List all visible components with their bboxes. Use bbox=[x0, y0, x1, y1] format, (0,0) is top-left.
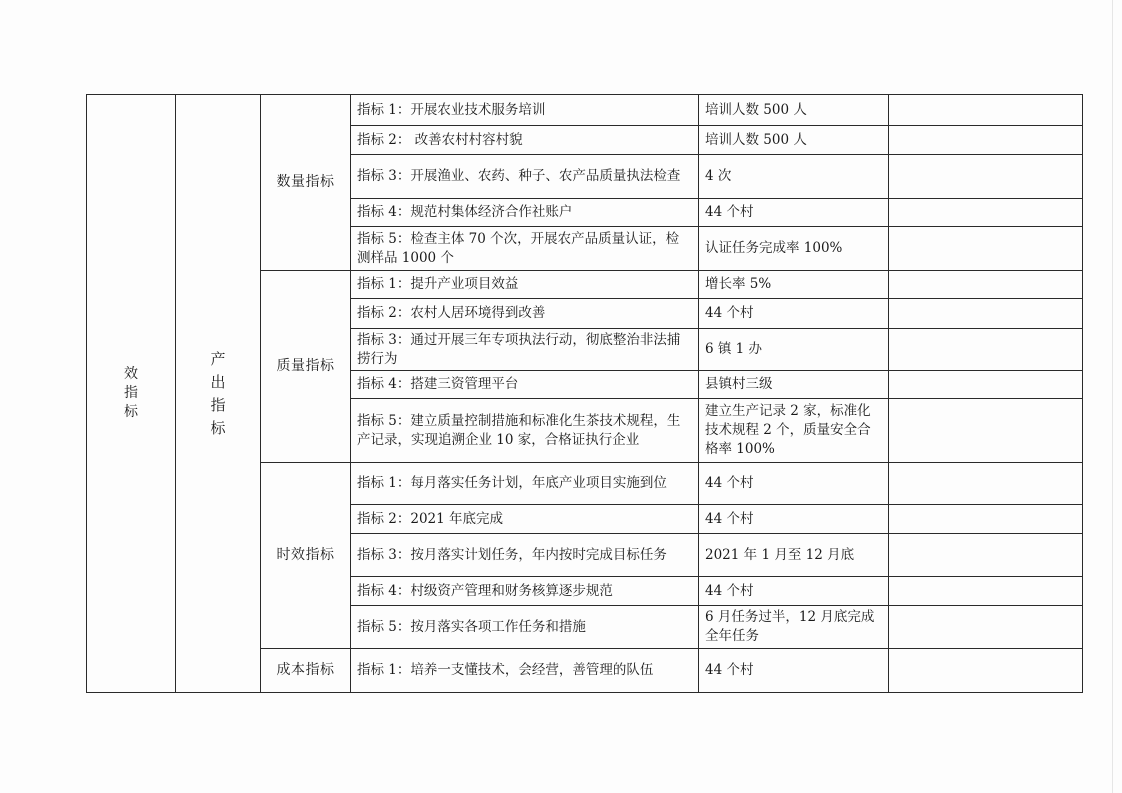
value-cell: 44 个村 bbox=[699, 463, 889, 505]
indicator-cell: 指标 5：检查主体 70 个次，开展农产品质量认证，检测样品 1000 个 bbox=[351, 227, 699, 271]
indicator-cell: 指标 2：2021 年底完成 bbox=[351, 505, 699, 534]
indicator-cell: 指标 5：按月落实各项工作任务和措施 bbox=[351, 606, 699, 649]
group-quality: 质量指标 bbox=[261, 271, 351, 463]
value-cell: 4 次 bbox=[699, 155, 889, 199]
value-cell: 县镇村三级 bbox=[699, 371, 889, 399]
blank-cell bbox=[889, 505, 1083, 534]
blank-cell bbox=[889, 577, 1083, 606]
category-label-effect: 效 指 标 bbox=[124, 366, 138, 420]
blank-cell bbox=[889, 227, 1083, 271]
blank-cell bbox=[889, 329, 1083, 371]
indicator-cell: 指标 3：按月落实计划任务，年内按时完成目标任务 bbox=[351, 534, 699, 577]
blank-cell bbox=[889, 126, 1083, 155]
blank-cell bbox=[889, 95, 1083, 126]
indicator-cell: 指标 1：培养一支懂技术，会经营，善管理的队伍 bbox=[351, 649, 699, 693]
table-row bbox=[87, 95, 1083, 126]
value-cell: 增长率 5% bbox=[699, 271, 889, 299]
category-cell-output bbox=[176, 95, 261, 693]
blank-cell bbox=[889, 463, 1083, 505]
indicator-cell: 指标 2： 改善农村村容村貌 bbox=[351, 126, 699, 155]
blank-cell bbox=[889, 299, 1083, 329]
value-cell: 44 个村 bbox=[699, 505, 889, 534]
indicator-cell: 指标 3：通过开展三年专项执法行动，彻底整治非法捕捞行为 bbox=[351, 329, 699, 371]
value-cell: 培训人数 500 人 bbox=[699, 126, 889, 155]
blank-cell bbox=[889, 271, 1083, 299]
indicator-cell: 指标 4：搭建三资管理平台 bbox=[351, 371, 699, 399]
indicator-cell: 指标 5：建立质量控制措施和标准化生茶技术规程，生产记录，实现追溯企业 10 家，合格证执行企业 bbox=[351, 399, 699, 463]
indicator-cell: 指标 1：提升产业项目效益 bbox=[351, 271, 699, 299]
category-label-output: 产 出 指 标 bbox=[210, 349, 226, 437]
value-cell: 6 月任务过半，12 月底完成全年任务 bbox=[699, 606, 889, 649]
blank-cell bbox=[889, 649, 1083, 693]
indicator-cell: 指标 4：村级资产管理和财务核算逐步规范 bbox=[351, 577, 699, 606]
indicator-cell: 指标 3：开展渔业、农药、种子、农产品质量执法检查 bbox=[351, 155, 699, 199]
blank-cell bbox=[889, 371, 1083, 399]
performance-indicator-table bbox=[86, 94, 1083, 693]
indicator-cell: 指标 1：开展农业技术服务培训 bbox=[351, 95, 699, 126]
value-cell: 培训人数 500 人 bbox=[699, 95, 889, 126]
value-cell: 44 个村 bbox=[699, 577, 889, 606]
blank-cell bbox=[889, 606, 1083, 649]
group-cost: 成本指标 bbox=[261, 649, 351, 693]
value-cell: 44 个村 bbox=[699, 199, 889, 227]
value-cell: 44 个村 bbox=[699, 299, 889, 329]
scan-edge-line bbox=[1112, 0, 1113, 793]
group-timeliness: 时效指标 bbox=[261, 463, 351, 649]
blank-cell bbox=[889, 199, 1083, 227]
group-quantity: 数量指标 bbox=[261, 95, 351, 271]
indicator-cell: 指标 1：每月落实任务计划，年底产业项目实施到位 bbox=[351, 463, 699, 505]
blank-cell bbox=[889, 155, 1083, 199]
blank-cell bbox=[889, 534, 1083, 577]
value-cell: 44 个村 bbox=[699, 649, 889, 693]
value-cell: 6 镇 1 办 bbox=[699, 329, 889, 371]
indicator-cell: 指标 2：农村人居环境得到改善 bbox=[351, 299, 699, 329]
value-cell: 2021 年 1 月至 12 月底 bbox=[699, 534, 889, 577]
indicator-cell: 指标 4：规范村集体经济合作社账户 bbox=[351, 199, 699, 227]
blank-cell bbox=[889, 399, 1083, 463]
value-cell: 认证任务完成率 100% bbox=[699, 227, 889, 271]
value-cell: 建立生产记录 2 家，标准化技术规程 2 个，质量安全合格率 100% bbox=[699, 399, 889, 463]
category-cell-effect bbox=[87, 95, 176, 693]
